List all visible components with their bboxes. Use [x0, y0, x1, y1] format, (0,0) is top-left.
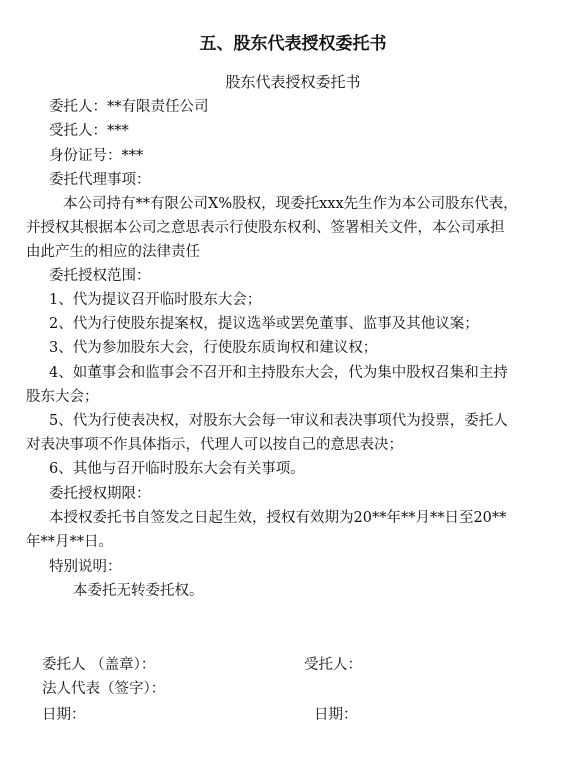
scope-item: 6、其他与召开临时股东大会有关事项。 — [49, 461, 305, 477]
legal-rep-field: 法人代表（签字）： — [42, 681, 166, 697]
special-text: 本委托无转委托权。 — [73, 583, 204, 599]
document-subtitle: 股东代表授权委托书 — [225, 73, 361, 91]
scope-item: 5、代为行使表决权，对股东大会每一审议和表决事项代为投票，委托人 — [49, 413, 508, 429]
date-right-field: 日期： — [314, 707, 358, 723]
matters-paragraph-line: 本公司持有**有限公司X%股权，现委托xxx先生作为本公司股东代表， — [63, 196, 518, 212]
scope-item: 3、代为参加股东大会，行使股东质询权和建议权； — [49, 340, 378, 356]
matters-paragraph-line: 由此产生的相应的法律责任 — [26, 244, 200, 260]
id-number-line: 身份证号：*** — [49, 148, 144, 164]
special-heading: 特别说明： — [49, 559, 122, 575]
principal-line: 委托人：**有限责任公司 — [49, 99, 209, 115]
matters-paragraph-line: 并授权其根据本公司之意思表示行使股东权利、签署相关文件，本公司承担 — [26, 220, 505, 236]
scope-item-continued: 股东大会； — [26, 389, 99, 405]
agent-sign-field: 受托人： — [304, 657, 362, 673]
term-heading: 委托授权期限： — [49, 486, 151, 502]
date-left-field: 日期： — [42, 707, 86, 723]
scope-item: 1、代为提议召开临时股东大会； — [49, 292, 262, 308]
agent-line: 受托人：*** — [49, 123, 129, 139]
scope-item: 2、代为行使股东提案权，提议选举或罢免董事、监事及其他议案； — [49, 316, 479, 332]
scope-item: 4、如董事会和监事会不召开和主持股东大会，代为集中股权召集和主持 — [49, 365, 508, 381]
document-title: 五、股东代表授权委托书 — [199, 34, 387, 54]
principal-seal-field: 委托人 （盖章）： — [42, 657, 156, 673]
term-paragraph-line: 年**月**日。 — [26, 534, 113, 550]
matters-heading: 委托代理事项： — [49, 172, 151, 188]
scope-item-continued: 对表决事项不作具体指示，代理人可以按自己的意思表决； — [26, 437, 403, 453]
term-paragraph-line: 本授权委托书自签发之日起生效，授权有效期为20**年**月**日至20** — [49, 510, 507, 526]
scope-heading: 委托授权范围： — [49, 268, 151, 284]
